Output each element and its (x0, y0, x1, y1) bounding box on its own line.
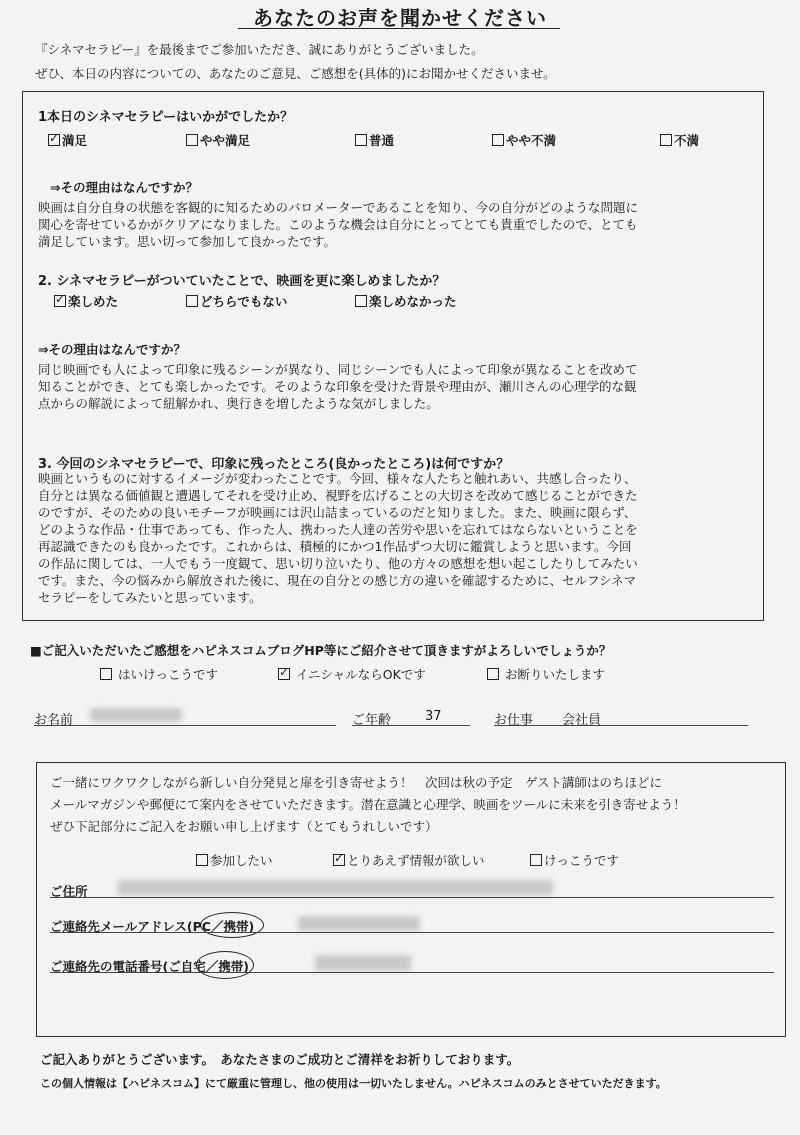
checkbox-checked[interactable] (54, 295, 66, 307)
checkbox[interactable] (660, 134, 672, 146)
q3-answer-text[interactable]: 映画というものに対するイメージが変わったことです。今回、様々な人たちと触れあい、共感し合ったり、 自分とは異なる価値観と遭遇してそれを受け止め、視野を広げることの大切さを改めて感じることができた のですが、そのための良いモチーフが映画には沢山詰まっているのだと知りました。また、映画に限らず、 どのような作品・仕事であっても、作った人、携わった人達の苦労や思いを忘れてはならないということを 再認識できたのも良かったです。これからは、積極的にかつ1作品ずつ大切に鑑賞しようと思います。今回 の作品に関しては、一人でもう一度観て、思い切り泣いたり、他の方々の感想を想い起こしたりしてみたい です。また、今の悩みから解放された後に、現在の自分との感じ方の違いを確認するために、セルフシネマ セラピーをしてみたいと思っています。 (38, 471, 638, 605)
checkbox-checked[interactable] (278, 668, 290, 680)
q1-reason-text[interactable]: 映画は自分自身の状態を客観的に知るためのバロメーターであることを知り、今の自分がどのような問題に 関心を寄せているかがクリアになりました。このような機会は自分にとってとても貴重でしたので、とても 満足しています。思い切って参加して良かったです。 (38, 200, 639, 249)
consent-option-yes[interactable]: はいけっこうです (100, 665, 218, 683)
q2-option-neither[interactable]: どちらでもない (186, 292, 287, 310)
consent-option-decline[interactable]: お断りいたします (487, 665, 605, 683)
q1-reason-label: ⇒その理由はなんですか？ (50, 180, 198, 195)
email-label: ご連絡先メールアドレス(PC／携帯) (50, 919, 255, 934)
q1-option-neutral[interactable]: 普通 (355, 131, 394, 149)
checkbox[interactable] (186, 295, 198, 307)
home-circle-mark (196, 951, 254, 979)
invite-option-info[interactable]: ✓ とりあえず情報が欲しい (333, 851, 485, 869)
consent-question: ■ご記入いただいたご感想をハピネスコムブログHP等にご紹介させて頂きますがよろしいでしょうか？ (30, 643, 612, 658)
q2-reason-label: ⇒その理由はなんですか？ (38, 342, 186, 357)
invite-option-join[interactable]: 参加したい (196, 851, 273, 869)
age-value[interactable]: 37 (425, 709, 442, 724)
title-underline (238, 28, 560, 29)
checkbox[interactable] (196, 854, 208, 866)
checkbox[interactable] (355, 134, 367, 146)
address-redacted (118, 880, 553, 895)
checkbox-checked[interactable] (48, 134, 60, 146)
privacy-text: この個人情報は【ハピネスコム】にて厳重に管理し、他の使用は一切いたしません。ハピネスコムのみとさせていただきます。 (40, 1077, 667, 1090)
invite-text: ご一緒にワクワクしながら新しい自分発見と扉を引き寄せよう！ 次回は秋の予定 ゲスト講師はのちほどに メールマガジンや郵便にて案内をさせていただきます。潜在意識と心理学、映画をツールに未来を引き寄せよう！ ぜひ下記部分にご記入をお願い申し上げます（とてもうれしいです） (50, 775, 686, 834)
q1-option-somewhat-satisfied[interactable]: やや満足 (186, 131, 250, 149)
email-redacted (298, 916, 420, 931)
consent-option-initials[interactable]: ✓ イニシャルならOKです (278, 665, 426, 683)
phone-redacted (315, 955, 411, 971)
q1-option-somewhat-dissatisfied[interactable]: やや不満 (492, 131, 556, 149)
q2-question: 2. シネマセラピーがついていたことで、映画を更に楽しめましたか？ (38, 274, 446, 289)
q2-option-not-enjoyed[interactable]: 楽しめなかった (355, 292, 457, 310)
q1-option-satisfied[interactable]: ✓満足 (48, 131, 87, 149)
q3-question: 3. 今回のシネマセラピーで、印象に残ったところ(良かったところ)は何ですか？ (38, 457, 510, 472)
address-underline (50, 897, 774, 898)
intro-line-1: 『シネマセラピー』を最後までご参加いただき、誠にありがとうございました。 (35, 42, 484, 57)
age-underline (352, 725, 470, 726)
name-underline (34, 725, 336, 726)
job-underline (494, 725, 748, 726)
checkbox[interactable] (100, 668, 112, 680)
job-label: お仕事 (494, 713, 534, 728)
q1-question: 1本日のシネマセラピーはいかがでしたか？ (38, 110, 294, 125)
age-label: ご年齢 (352, 713, 392, 728)
email-underline (50, 932, 774, 933)
pc-circle-mark (200, 912, 264, 938)
phone-underline (50, 972, 774, 973)
checkbox[interactable] (186, 134, 198, 146)
name-label: お名前 (34, 713, 74, 728)
checkbox-checked[interactable] (333, 854, 345, 866)
q1-option-dissatisfied[interactable]: 不満 (660, 131, 699, 149)
job-value[interactable]: 会社員 (562, 713, 602, 728)
checkbox[interactable] (355, 295, 367, 307)
name-redacted (90, 708, 182, 722)
q2-option-enjoyed[interactable]: ✓楽しめた (54, 292, 118, 310)
thanks-text: ご記入ありがとうございます。 あなたさまのご成功とご清祥をお祈りしております。 (40, 1052, 520, 1067)
address-label: ご住所 (50, 884, 88, 899)
checkbox[interactable] (487, 668, 499, 680)
form-title: あなたのお声を聞かせください (253, 6, 547, 30)
intro-line-2: ぜひ、本日の内容についての、あなたのご意見、ご感想を(具体的)にお聞かせくださいませ。 (35, 66, 556, 81)
q2-reason-text[interactable]: 同じ映画でも人によって印象に残るシーンが異なり、同じシーンでも人によって印象が異なることを改めて 知ることができ、とても楽しかったです。そのような印象を受けた背景や理由が、瀬川さんの心理学的な観 点からの解説によって紐解かれ、奥行きを増したような気がしました。 (38, 362, 638, 411)
checkbox[interactable] (492, 134, 504, 146)
checkbox[interactable] (530, 854, 542, 866)
invite-option-no[interactable]: けっこうです (530, 851, 619, 869)
phone-label: ご連絡先の電話番号(ご自宅／携帯) (50, 959, 249, 974)
